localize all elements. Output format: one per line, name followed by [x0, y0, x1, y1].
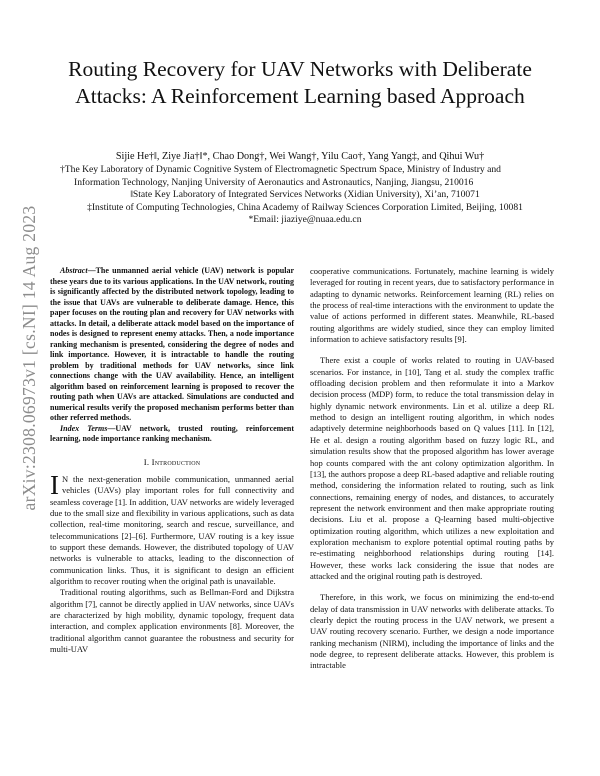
affiliation-3: ‡Institute of Computing Technologies, China Academy of Railway Sciences Corporation Limited, Beijing, 10081 [87, 201, 523, 213]
affiliations [60, 164, 550, 227]
index-terms [50, 424, 294, 445]
contact-email: *Email: jiaziye@nuaa.edu.cn [248, 214, 362, 226]
section-heading-introduction: I. Introduction [143, 456, 201, 467]
affiliation-1-line-2: Information Technology, Nanjing University of Aeronautics and Astronautics, Nanjing, Jiangsu, 210016 [74, 176, 474, 188]
index-terms-text: —UAV network, trusted routing, reinforcement learning, node importance ranking mechanism. [50, 423, 295, 443]
abstract-text: —The unmanned aerial vehicle (UAV) network is popular these years due to its various applications. In the UAV network, routing is significantly affected by the distributed network topology, leading to the issue that UAVs are vulnerable to deliberate damage. Hence, this paper focuses on the routing plan and recovery for UAV networks with attacks. In detail, a deliberate attack model based on the importance of nodes is designed to represent enemy attacks. Then, a node importance ranking mechanism is presented, considering the degree of nodes and link importance. However, it is intractable to handle the routing problem by traditional methods for UAV networks, since link connections change with the UAV availability. Hence, an intelligent algorithm based on reinforcement learning is proposed to recover the routing path when UAVs are attacked. Simulations are conducted and numerical results verify the proposed mechanism performs better than other referred methods. [50, 266, 294, 422]
abstract [50, 266, 294, 424]
affiliation-2: ‖State Key Laboratory of Integrated Services Networks (Xidian University), Xi’an, 710071 [130, 189, 480, 201]
abstract-label: Abstract [60, 266, 88, 275]
intro-paragraph-1 [50, 469, 294, 587]
intro-paragraph-1-text: N the next-generation mobile communication, unmanned aerial vehicles (UAVs) play important roles for full connectivity and seamless coverage [1]. In addition, UAV networks are widely leveraged due to the small size and flexibility in various applications, such as data collection, real-time monitoring, search and rescue, surveillance, and telecommunications [2]–[6]. Furthermore, UAV routing is a key issue to support these demands. However, the distributed topology of UAV networks is vulnerable to attacks, leading to the disconnection of communication links. Thus, it is significant to design an efficient algorithm to recover routing when the original path is unavailable. [50, 473, 294, 586]
right-paragraph-1: cooperative communications. Fortunately, machine learning is widely leveraged for routing in recent years, due to satisfactory performance in adapting to dynamic networks. Reinforcement learning (RL) relies on the process of real-time interactions with the environment to update the value of actions performed in different states. Meanwhile, RL-based routing algorithms are widely studied, since they can employ limited information to achieve satisfactory results [9]. [310, 266, 554, 345]
paper-title: Routing Recovery for UAV Networks with Deliberate Attacks: A Reinforcement Learning based Approach [68, 57, 532, 108]
right-paragraph-3: Therefore, in this work, we focus on minimizing the end-to-end delay of data transmission in UAV networks with deliberate attacks. To clearly depict the routing process in the UAV network, we present a UAV routing recovery scenario. Further, we design a node importance ranking mechanism (NIRM), including the importance of links and the node degree, to represent deliberate attacks. However, this problem is intractable [310, 592, 554, 671]
left-column [50, 266, 294, 655]
right-paragraph-2: There exist a couple of works related to routing in UAV-based scenarios. For instance, in [10], Tang et al. study the complex traffic offloading decision problem and then reformulate it into a Markov decision process (MDP) form, to reduce the total transmission delay in highly dynamic network environments. Lin et al. utilize a deep RL method to design an intelligent routing algorithm, in which nodes adaptively determine neighborhoods based on Q values [11]. In [12], He et al. design a routing algorithm based on fuzzy logic RL, and simulation results show that the proposed algorithm has lower average hop counts compared with the ant colony optimization algorithm. In [13], the authors propose a deep RL-based adaptive and reliable routing method, considering the information related to routing, such as link connections, remaining energy of nodes, and distances, to accurately represent the network environment and then make appropriate routing decisions. Liu et al. propose a Q-learning based multi-objective optimization routing algorithm, which utilizes a new exploitation and exploration mechanism to explore potential optimal routing paths by re-estimating neighborhood relationships during routing [14]. However, these works lack considering the issue that nodes are attacked and the original routing path is destroyed. [310, 355, 554, 581]
right-column [310, 266, 554, 672]
intro-paragraph-2: Traditional routing algorithms, such as Bellman-Ford and Dijkstra algorithm [7], cannot be directly applied in UAV networks, since UAVs are characterized by high mobility, dynamic topology, frequent data interaction, and complex application environments [8]. Moreover, the traditional algorithm cannot guarantee the robustness and security for multi-UAV [50, 587, 294, 654]
arxiv-identifier: arXiv:2308.06973v1 [cs.NI] 14 Aug 2023 [19, 205, 39, 511]
index-terms-label: Index Terms [60, 423, 108, 433]
drop-cap: I [50, 469, 59, 500]
affiliation-1-line-1: †The Key Laboratory of Dynamic Cognitive System of Electromagnetic Spectrum Space, Ministry of Industry and [60, 164, 501, 175]
author-list: Sijie He†‖, Ziye Jia†‖*, Chao Dong†, Wei Wang†, Yilu Cao†, Yang Yang‡, and Qihui Wu† [115, 151, 485, 162]
